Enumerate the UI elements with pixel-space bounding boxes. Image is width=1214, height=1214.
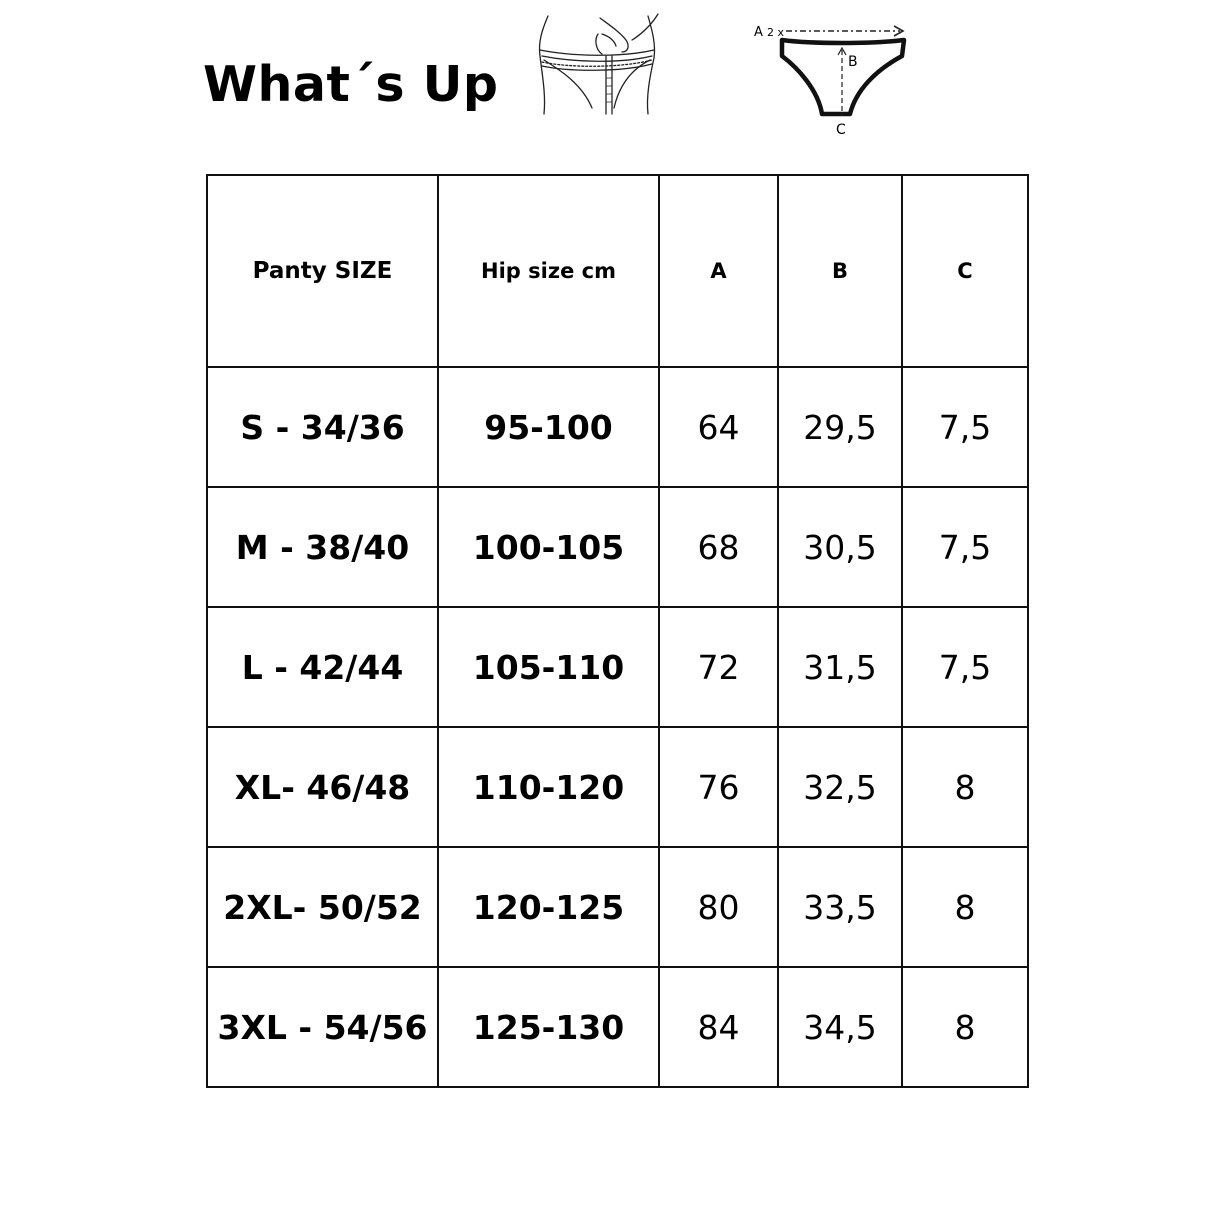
table-row	[207, 487, 1028, 607]
cell-a: 80	[659, 847, 778, 967]
cell-b: 32,5	[778, 727, 902, 847]
cell-hip: 105-110	[438, 607, 659, 727]
cell-size: 3XL - 54/56	[207, 967, 438, 1087]
cell-size: 2XL- 50/52	[207, 847, 438, 967]
cell-hip: 95-100	[438, 367, 659, 487]
panty-measurement-diagram	[752, 14, 914, 142]
cell-a: 84	[659, 967, 778, 1087]
cell-c: 7,5	[902, 367, 1028, 487]
cell-size: L - 42/44	[207, 607, 438, 727]
table-row	[207, 607, 1028, 727]
label-c: C	[836, 122, 846, 138]
cell-c: 8	[902, 967, 1028, 1087]
cell-c: 8	[902, 727, 1028, 847]
label-a: A	[754, 25, 763, 40]
cell-size: M - 38/40	[207, 487, 438, 607]
brand-title: What´s Up	[203, 56, 499, 113]
header-b: B	[778, 175, 902, 367]
table-row	[207, 727, 1028, 847]
cell-hip: 125-130	[438, 967, 659, 1087]
table-row	[207, 967, 1028, 1087]
hip-measurement-illustration	[530, 10, 665, 118]
label-b: B	[848, 54, 858, 70]
header-panty-size: Panty SIZE	[207, 175, 438, 367]
header-a: A	[659, 175, 778, 367]
cell-b: 34,5	[778, 967, 902, 1087]
cell-b: 30,5	[778, 487, 902, 607]
cell-a: 64	[659, 367, 778, 487]
cell-b: 31,5	[778, 607, 902, 727]
cell-c: 7,5	[902, 487, 1028, 607]
cell-a: 68	[659, 487, 778, 607]
cell-hip: 120-125	[438, 847, 659, 967]
cell-size: S - 34/36	[207, 367, 438, 487]
header-c: C	[902, 175, 1028, 367]
cell-size: XL- 46/48	[207, 727, 438, 847]
size-chart-table	[206, 174, 1029, 1088]
table-row	[207, 847, 1028, 967]
cell-a: 72	[659, 607, 778, 727]
cell-hip: 100-105	[438, 487, 659, 607]
cell-b: 29,5	[778, 367, 902, 487]
cell-a: 76	[659, 727, 778, 847]
cell-b: 33,5	[778, 847, 902, 967]
label-a-factor: 2 x	[767, 26, 785, 39]
cell-c: 8	[902, 847, 1028, 967]
cell-hip: 110-120	[438, 727, 659, 847]
table-header-row	[207, 175, 1028, 367]
cell-c: 7,5	[902, 607, 1028, 727]
header-hip-size: Hip size cm	[438, 175, 659, 367]
table-row	[207, 367, 1028, 487]
